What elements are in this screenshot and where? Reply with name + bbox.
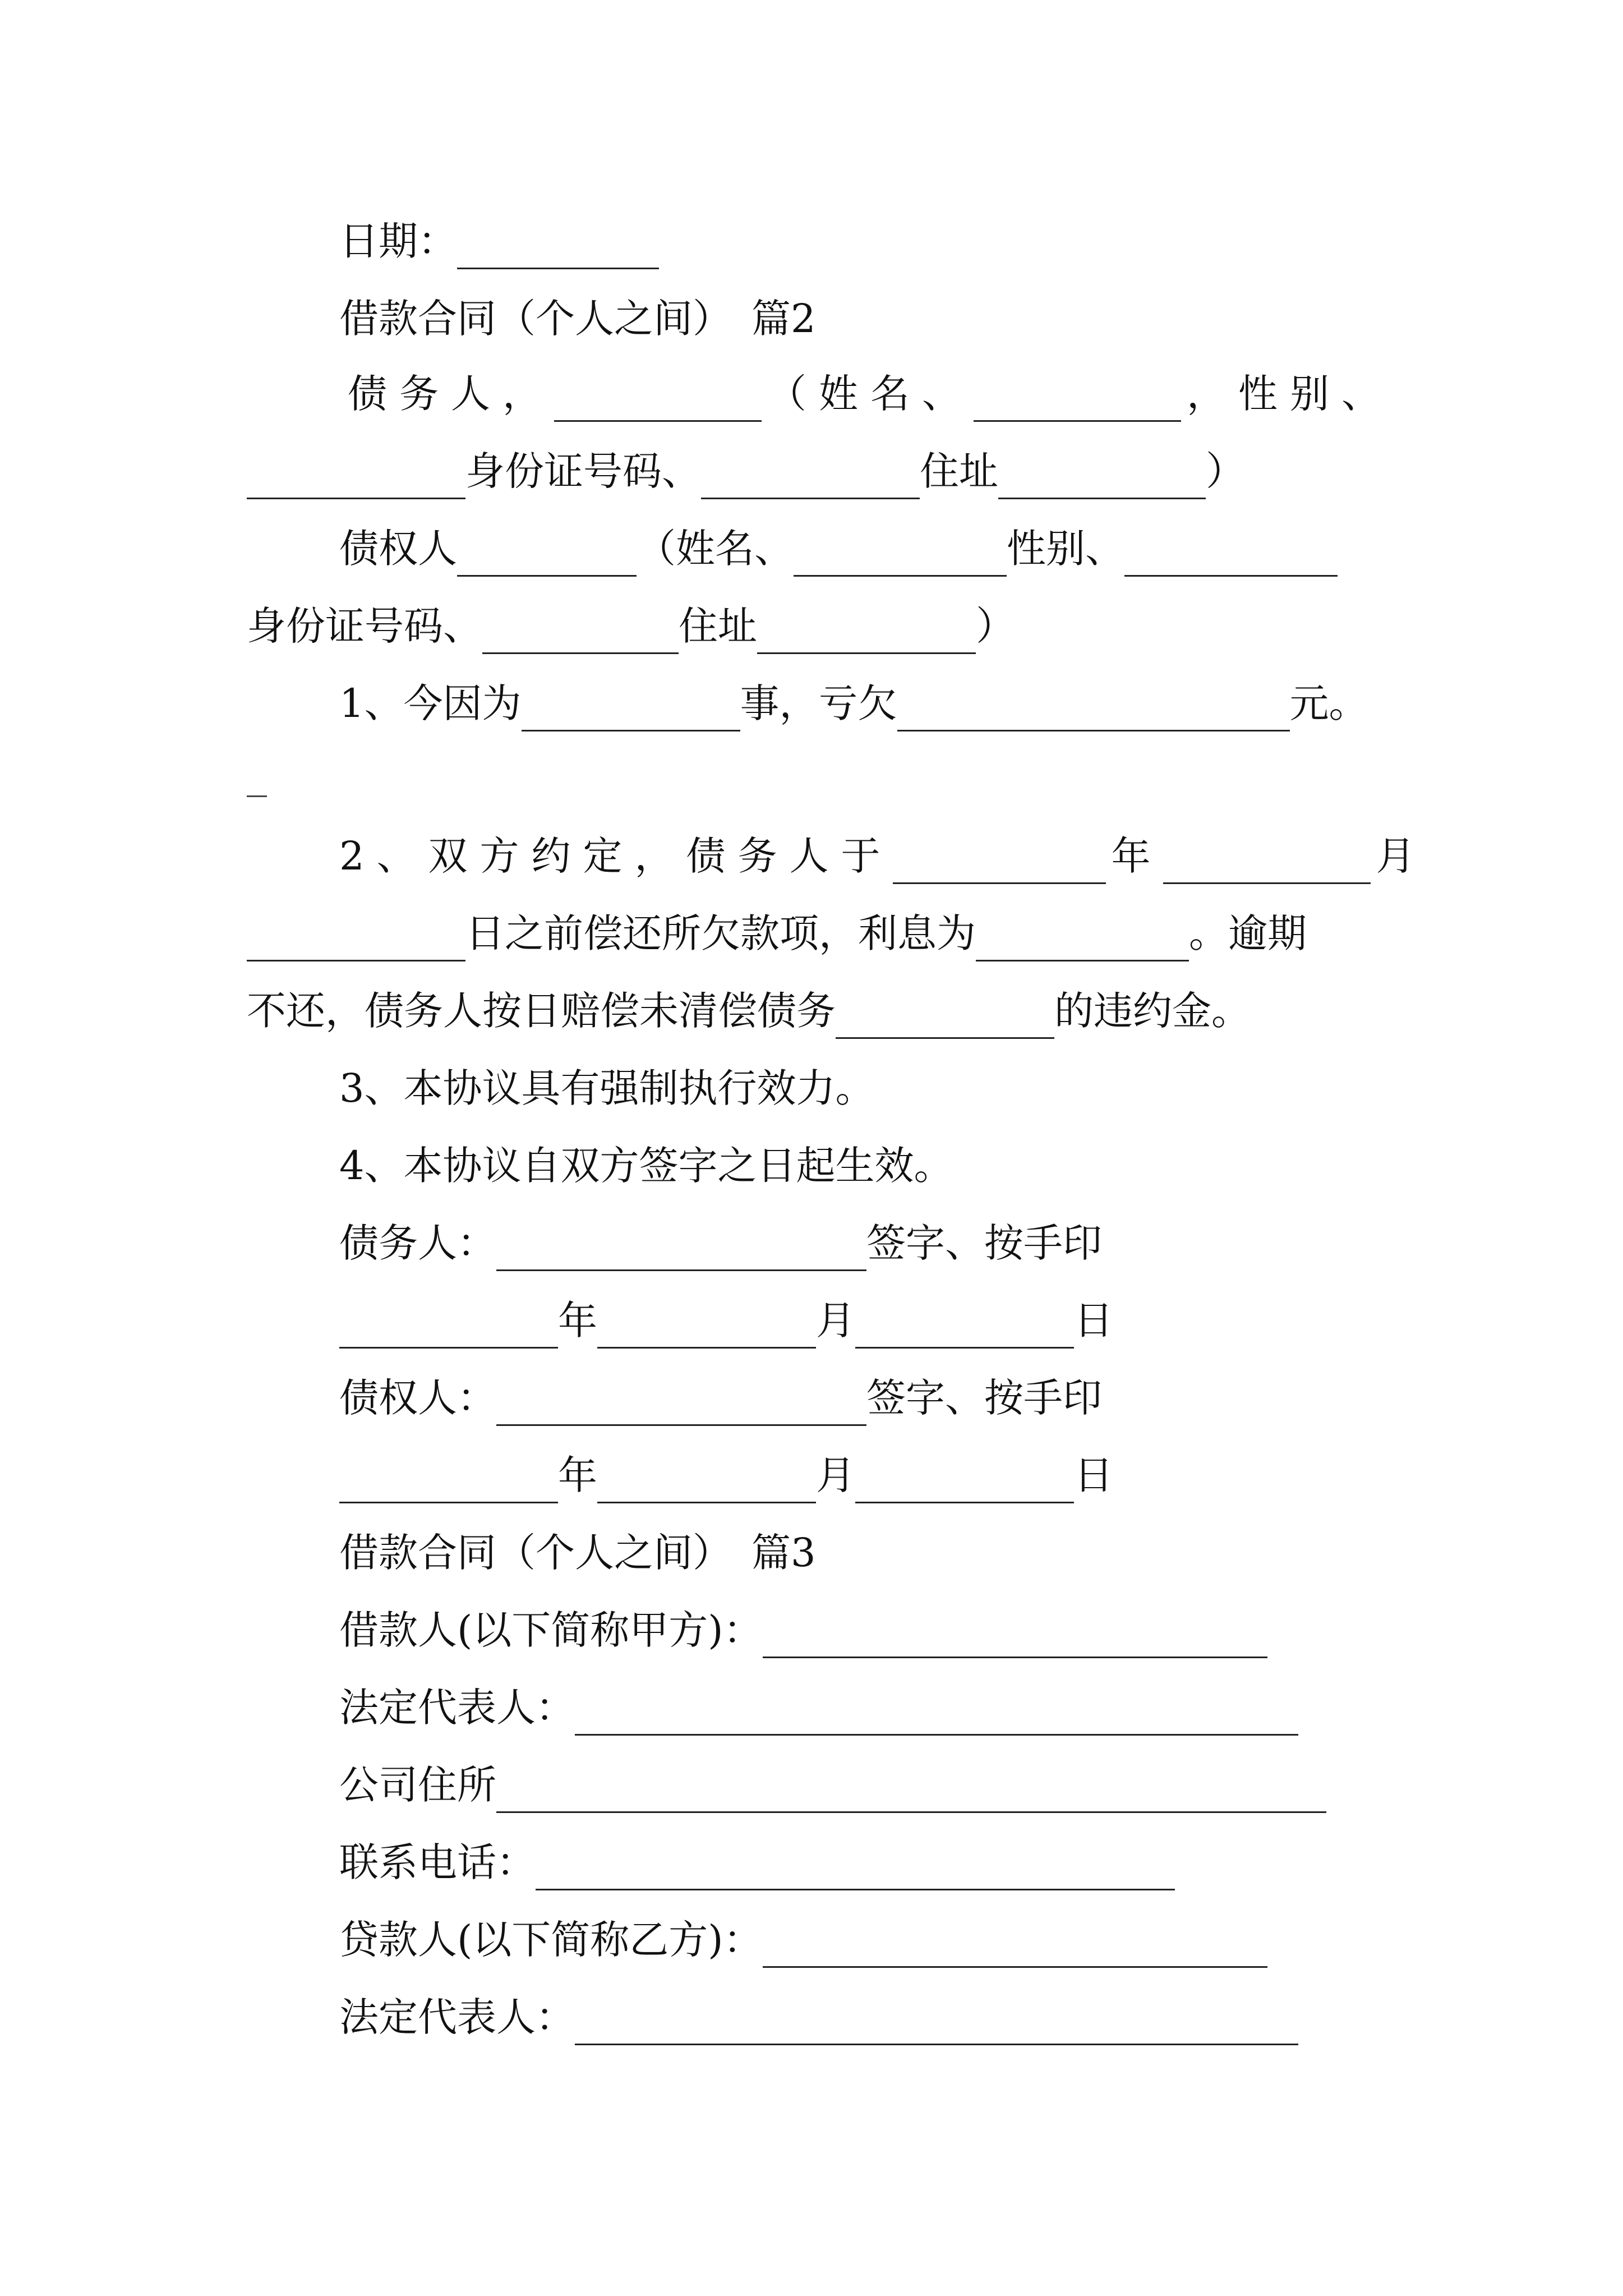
legal-rep-2-blank[interactable]: [575, 2000, 1298, 2045]
creditor-sign-suffix: 签字、按手印: [866, 1375, 1102, 1421]
date-line: [339, 213, 659, 269]
clause2-day-blank[interactable]: [247, 916, 465, 961]
debtor-address-label: 住址: [920, 448, 998, 494]
borrower-line: [339, 1602, 1267, 1658]
clause-2-line2: [247, 905, 1307, 961]
clause2-penalty-end: 的违约金。: [1054, 988, 1251, 1034]
creditor-label: 债权人: [339, 526, 457, 572]
creditor-info-line2: [247, 598, 1015, 654]
creditor-info-line1: [339, 521, 1338, 577]
legal-rep-1-label: 法定代表人：: [339, 1685, 575, 1731]
borrower-label: 借款人(以下简称甲方)：: [339, 1607, 763, 1653]
stray-underline-mark: [247, 795, 267, 797]
debtor-date-line: [339, 1292, 1113, 1349]
clause-2-line1: [339, 828, 1428, 884]
creditor-year-label: 年: [558, 1452, 597, 1498]
clause3-text: 3、本协议具有强制执行效力。: [339, 1065, 875, 1111]
debtor-id-label: 身份证号码、: [465, 448, 701, 494]
creditor-gender-label: 性别、: [1007, 526, 1124, 572]
creditor-day-label: 日: [1074, 1452, 1113, 1498]
clause1-amount-blank[interactable]: [897, 686, 1290, 731]
debtor-month-label: 月: [816, 1297, 855, 1343]
creditor-year-blank[interactable]: [339, 1458, 558, 1503]
company-address-label: 公司住所: [339, 1762, 496, 1808]
debtor-gender-blank[interactable]: [247, 454, 465, 499]
clause4-text: 4、本协议自双方签字之日起生效。: [339, 1143, 953, 1189]
debtor-day-label: 日: [1074, 1297, 1113, 1343]
debtor-info-line2: [247, 443, 1245, 499]
phone-line: [339, 1834, 1175, 1890]
legal-rep-line-2: [339, 1989, 1298, 2045]
clause2-month-label: 月: [1376, 833, 1428, 879]
lender-line: [339, 1912, 1267, 1968]
creditor-close: ）: [976, 603, 1015, 649]
creditor-signature-blank[interactable]: [496, 1381, 866, 1426]
clause2-penalty-text: 不还，债务人按日赔偿未清偿债务: [247, 988, 836, 1034]
phone-label: 联系电话：: [339, 1839, 536, 1885]
debtor-signature-blank[interactable]: [496, 1226, 866, 1271]
date-blank[interactable]: [457, 224, 659, 269]
clause2-year-label: 年: [1111, 833, 1163, 879]
clause1-mid: 事，亏欠: [740, 680, 897, 726]
company-address-line: [339, 1757, 1326, 1813]
debtor-year-label: 年: [558, 1297, 597, 1343]
creditor-gender-blank[interactable]: [1124, 531, 1338, 577]
creditor-day-blank[interactable]: [855, 1458, 1074, 1503]
section3-heading-text: 借款合同（个人之间） 篇3: [339, 1530, 816, 1576]
clause2-month-blank[interactable]: [1163, 839, 1371, 884]
section3-heading: [339, 1525, 816, 1581]
clause2-penalty-blank[interactable]: [836, 993, 1054, 1039]
creditor-id-label: 身份证号码、: [247, 603, 482, 649]
section2-heading-text: 借款合同（个人之间） 篇2: [339, 296, 816, 342]
clause2-year-blank[interactable]: [893, 839, 1106, 884]
debtor-label: 债务人，: [348, 371, 554, 417]
clause1-reason-blank[interactable]: [522, 686, 740, 731]
clause-4: [339, 1138, 953, 1194]
clause1-suffix: 元。: [1289, 680, 1368, 726]
debtor-address-blank[interactable]: [998, 454, 1206, 499]
debtor-name-label: （姓名、: [767, 371, 974, 417]
creditor-id-blank[interactable]: [482, 609, 679, 654]
clause-2-line3: [247, 983, 1251, 1039]
creditor-month-blank[interactable]: [597, 1458, 816, 1503]
legal-rep-1-blank[interactable]: [575, 1690, 1298, 1736]
debtor-day-blank[interactable]: [855, 1303, 1074, 1349]
debtor-close: ）: [1206, 448, 1245, 494]
creditor-signature-line: [339, 1370, 1102, 1426]
clause1-prefix: 1、今因为: [339, 680, 522, 726]
debtor-name-blank[interactable]: [974, 376, 1181, 422]
debtor-blank[interactable]: [554, 376, 762, 422]
creditor-name-label: （姓名、: [637, 526, 794, 572]
clause2-day-text: 日之前偿还所欠款项，利息为: [465, 910, 976, 956]
date-label: 日期：: [339, 218, 457, 264]
lender-label: 贷款人(以下简称乙方)：: [339, 1917, 763, 1963]
debtor-month-blank[interactable]: [597, 1303, 816, 1349]
phone-blank[interactable]: [536, 1845, 1175, 1890]
creditor-address-blank[interactable]: [757, 609, 976, 654]
legal-rep-2-label: 法定代表人：: [339, 1994, 575, 2040]
creditor-date-line: [339, 1447, 1113, 1503]
debtor-id-blank[interactable]: [701, 454, 920, 499]
debtor-gender-label: ，性别、: [1187, 371, 1393, 417]
company-address-blank[interactable]: [496, 1768, 1326, 1813]
debtor-sign-label: 债务人：: [339, 1220, 496, 1266]
creditor-address-label: 住址: [679, 603, 757, 649]
debtor-sign-suffix: 签字、按手印: [866, 1220, 1102, 1266]
lender-blank[interactable]: [763, 1922, 1267, 1968]
clause-1: [339, 675, 1368, 731]
creditor-blank[interactable]: [457, 531, 637, 577]
creditor-name-blank[interactable]: [794, 531, 1007, 577]
legal-rep-line-1: [339, 1680, 1298, 1736]
debtor-signature-line: [339, 1215, 1102, 1271]
clause2-interest-blank[interactable]: [976, 916, 1189, 961]
creditor-month-label: 月: [816, 1452, 855, 1498]
debtor-year-blank[interactable]: [339, 1303, 558, 1349]
debtor-info-line1: [348, 366, 1393, 422]
creditor-sign-label: 债权人：: [339, 1375, 496, 1421]
clause-3: [339, 1060, 875, 1116]
section2-heading: [339, 291, 816, 347]
clause2-prefix: 2、双方约定，债务人于: [339, 833, 893, 879]
borrower-blank[interactable]: [763, 1613, 1267, 1658]
clause2-overdue-text: 。逾期: [1189, 910, 1307, 956]
